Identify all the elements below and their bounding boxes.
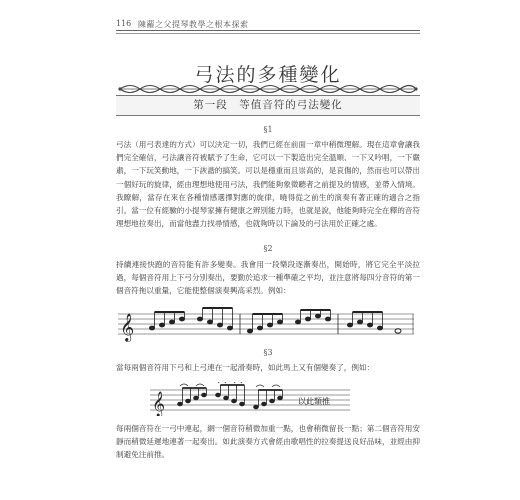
body-paragraph: 當每兩個音符用下弓和上弓連在一起滑奏時，如此馬上又有個變奏了，例如： <box>116 363 375 372</box>
paragraph-mark: §3 <box>263 348 273 357</box>
paragraph-mark: §1 <box>263 125 273 134</box>
music-example-1 <box>118 304 414 344</box>
section-heading-bar <box>116 95 420 116</box>
body-paragraph: 弓法（用弓表達的方式）可以決定一切，我們已經在前面一章中稍微理解。現在這章會讓我們完全確信，弓法讓音符被賦予了生命，它可以一下製造出完全溫順、一下又吟唱，一下嚴肅，一下玩笑動地，一下詼諧的搞笑。可以是穩重而且崇高的，是哀傷的，然而也可以帶出一個好玩的旋律，經由理想地使用弓法，我們能夠象徵聽者之前提及的情感，並帶入情境。我瞭解，當存在來在各種情感選擇對應的旋律，曉得從之前生的演奏有著正確的適合之指引。當一位有經驗的小提琴家擁有健康之辨別能力時，也就是說，他能夠時完全在釋的音符理想地拉奏出，而當他盡力找尋情感，也就夠時以下論及的弓法用於正確之處。 <box>116 140 420 229</box>
running-header <box>116 18 420 40</box>
body-paragraph: 每兩個音符在一弓中連起，網一個音符稍微加重一點，也會稍微留長一點；第二個音符用安靜而稍微延遲地連著一起奏出。如此演奏方式會經由歌唱性的拉奏提送良好品味，並經由抑制避免注前推。 <box>116 424 420 460</box>
running-title: 陳蘿之父提琴教學之根本探索 <box>138 20 249 29</box>
paragraph-mark: §2 <box>263 244 273 253</box>
header-rule-thin <box>116 33 420 34</box>
header-rule <box>116 30 420 31</box>
treble-clef-icon: 𝄞 <box>120 313 135 341</box>
celtic-knot-ornament <box>116 82 420 96</box>
etc-label: 以此類推 <box>298 397 330 406</box>
chapter-title: 弓法的多種變化 <box>194 64 342 86</box>
section-title: 第一段 等值音符的弓法變化 <box>193 99 343 111</box>
page-number: 116 <box>116 19 132 28</box>
body-paragraph: 持續連接快跑的音符能有許多變奏。我會用一段樂段逐漸奏出，開始時，將它完全平淡拉過，每個音符用上下弓分別奏出，要勤於追求一種準確之平均，並注意將每四分音符的第一個音符拖以重量，它能使整個演奏興高采烈。例如： <box>116 260 420 296</box>
music-example-2 <box>150 382 350 416</box>
treble-clef-icon: 𝄞 <box>152 392 166 416</box>
